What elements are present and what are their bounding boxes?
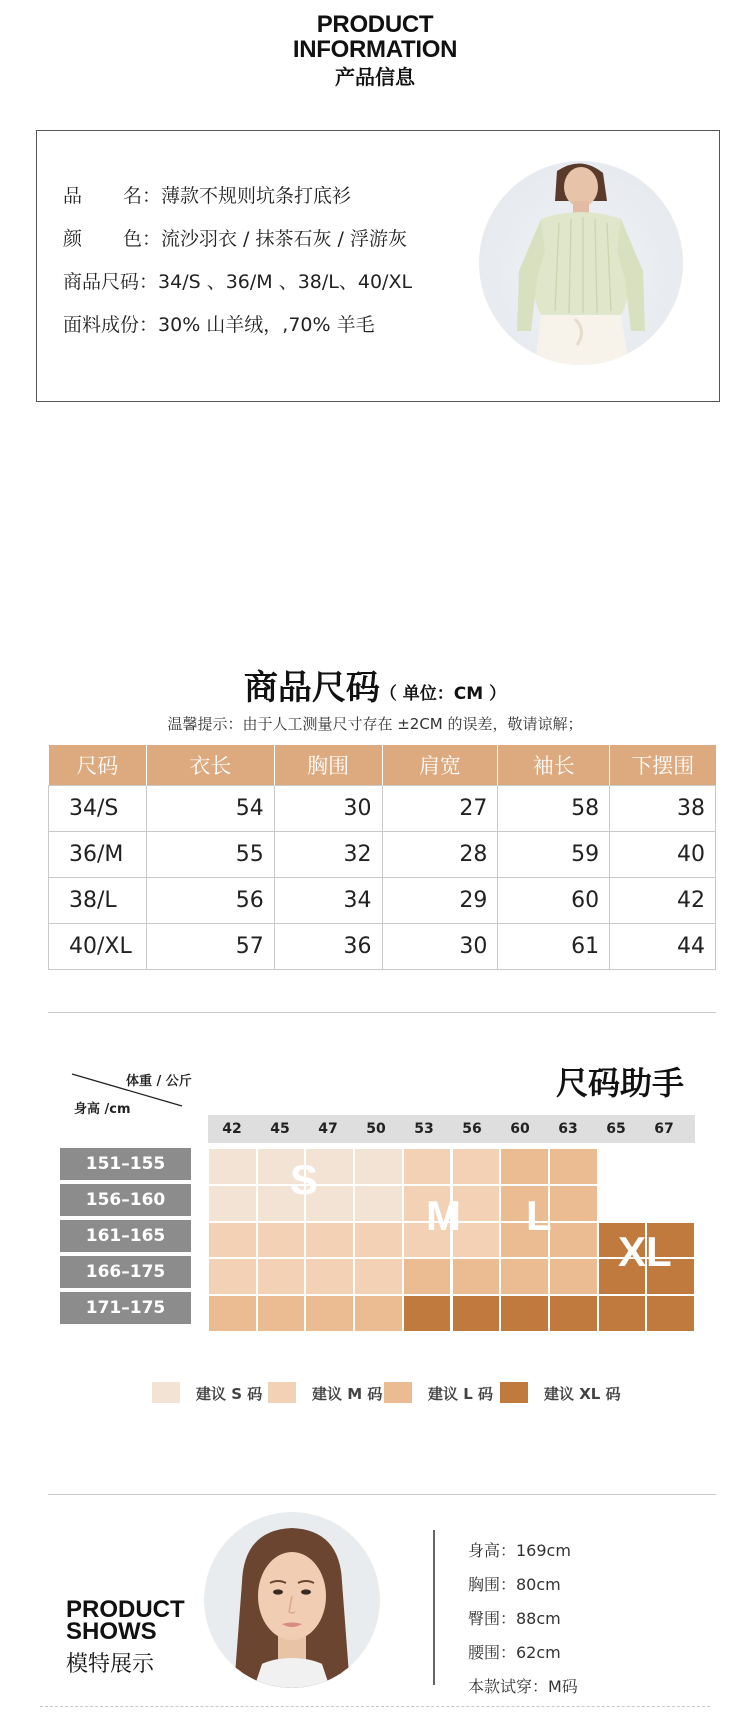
bottom-dashed-divider bbox=[40, 1706, 710, 1707]
model-stat-tried-size: 本款试穿：M码 bbox=[468, 1677, 578, 1696]
weight-axis-label: 体重 / 公斤 bbox=[126, 1074, 192, 1089]
table-cell: 30 bbox=[382, 924, 498, 970]
table-cell-size: 40/XL bbox=[49, 924, 147, 970]
grid-cell-s bbox=[208, 1185, 257, 1222]
size-table-header: 衣长 bbox=[146, 745, 274, 786]
header-en-line2: INFORMATION bbox=[292, 36, 458, 63]
product-photo bbox=[479, 161, 683, 365]
table-cell: 55 bbox=[146, 832, 274, 878]
size-chart-tip: 温馨提示：由于人工测量尺寸存在 ±2CM 的误差，敬请谅解； bbox=[167, 715, 583, 733]
size-letter-s: S bbox=[290, 1156, 319, 1203]
grid-cell-m bbox=[208, 1222, 257, 1259]
table-cell: 29 bbox=[382, 878, 498, 924]
table-cell: 36 bbox=[274, 924, 382, 970]
weight-label: 53 bbox=[414, 1121, 434, 1137]
table-cell: 42 bbox=[610, 878, 716, 924]
grid-cell-l bbox=[452, 1258, 501, 1295]
weight-label: 50 bbox=[366, 1121, 386, 1137]
table-cell: 57 bbox=[146, 924, 274, 970]
grid-cell-l bbox=[500, 1148, 549, 1185]
weight-label: 56 bbox=[462, 1121, 482, 1137]
grid-cell-xl bbox=[646, 1295, 695, 1332]
grid-cell-xl bbox=[598, 1295, 647, 1332]
table-cell: 27 bbox=[382, 786, 498, 832]
weight-label: 63 bbox=[558, 1121, 578, 1137]
size-table-header: 袖长 bbox=[498, 745, 610, 786]
weight-label: 65 bbox=[606, 1121, 626, 1137]
grid-cell-m bbox=[257, 1222, 306, 1259]
size-table-header: 肩宽 bbox=[382, 745, 498, 786]
grid-cell-s bbox=[354, 1148, 403, 1185]
table-cell: 59 bbox=[498, 832, 610, 878]
table-row bbox=[49, 878, 716, 924]
info-row-color: 颜 色：流沙羽衣 / 抹茶石灰 / 浮游灰 bbox=[63, 228, 407, 250]
table-cell: 32 bbox=[274, 832, 382, 878]
size-chart-title-text: 商品尺码 bbox=[243, 668, 380, 708]
product-photo-illustration bbox=[479, 161, 683, 365]
height-label: 156–160 bbox=[60, 1184, 191, 1216]
grid-cell-xl bbox=[549, 1295, 598, 1332]
model-photo bbox=[204, 1512, 380, 1688]
grid-cell-l bbox=[549, 1148, 598, 1185]
grid-cell-l bbox=[257, 1295, 306, 1332]
height-label: 166–175 bbox=[60, 1256, 191, 1288]
model-stat-height: 身高：169cm bbox=[468, 1541, 571, 1560]
table-cell: 40 bbox=[610, 832, 716, 878]
section-divider bbox=[48, 1494, 716, 1495]
size-recommendation-grid bbox=[208, 1148, 695, 1332]
size-table-header: 尺码 bbox=[49, 745, 147, 786]
legend-swatch-m bbox=[268, 1382, 296, 1403]
grid-cell-m bbox=[354, 1258, 403, 1295]
size-table-header: 胸围 bbox=[274, 745, 382, 786]
legend-label-l: 建议 L 码 bbox=[428, 1385, 494, 1403]
model-section-en-line1: PRODUCT bbox=[66, 1596, 185, 1623]
table-cell: 38 bbox=[610, 786, 716, 832]
section-divider bbox=[48, 1012, 716, 1013]
grid-cell-l bbox=[549, 1185, 598, 1222]
grid-cell-l bbox=[549, 1258, 598, 1295]
grid-cell-m bbox=[208, 1258, 257, 1295]
legend-swatch-l bbox=[384, 1382, 412, 1403]
table-cell: 30 bbox=[274, 786, 382, 832]
table-row bbox=[49, 832, 716, 878]
weight-label: 42 bbox=[222, 1121, 242, 1137]
weight-label: 67 bbox=[654, 1121, 674, 1137]
grid-cell-s bbox=[354, 1185, 403, 1222]
table-row bbox=[49, 786, 716, 832]
table-cell: 28 bbox=[382, 832, 498, 878]
weight-header-bar bbox=[208, 1115, 695, 1143]
grid-cell-m bbox=[257, 1258, 306, 1295]
table-cell-size: 36/M bbox=[49, 832, 147, 878]
grid-cell-l bbox=[208, 1295, 257, 1332]
table-cell-size: 34/S bbox=[49, 786, 147, 832]
model-stat-hips: 臀围：88cm bbox=[468, 1609, 561, 1628]
grid-cell-l bbox=[403, 1258, 452, 1295]
header-cn-title: 产品信息 bbox=[335, 65, 415, 89]
grid-cell-m bbox=[452, 1148, 501, 1185]
size-table-header: 下摆围 bbox=[610, 745, 716, 786]
info-row-size: 商品尺码：34/S 、36/M 、38/L、40/XL bbox=[63, 271, 413, 293]
grid-cell-l bbox=[354, 1295, 403, 1332]
legend-label-m: 建议 M 码 bbox=[312, 1385, 383, 1403]
grid-cell-xl bbox=[452, 1295, 501, 1332]
table-cell: 54 bbox=[146, 786, 274, 832]
table-cell: 34 bbox=[274, 878, 382, 924]
legend-label-xl: 建议 XL 码 bbox=[544, 1385, 621, 1403]
info-row-name: 品 名：薄款不规则坑条打底衫 bbox=[63, 185, 352, 207]
grid-cell-l bbox=[500, 1258, 549, 1295]
size-letter-l: L bbox=[526, 1192, 552, 1239]
model-stat-waist: 腰围：62cm bbox=[468, 1643, 561, 1662]
size-letter-xl: XL bbox=[618, 1228, 672, 1275]
grid-cell-l bbox=[305, 1295, 354, 1332]
weight-label: 45 bbox=[270, 1121, 290, 1137]
size-helper-title: 尺码助手 bbox=[556, 1064, 685, 1102]
table-cell: 60 bbox=[498, 878, 610, 924]
header-en-line1: PRODUCT bbox=[316, 11, 434, 38]
grid-cell-s bbox=[208, 1148, 257, 1185]
size-chart-title bbox=[0, 660, 750, 709]
grid-cell-xl bbox=[403, 1295, 452, 1332]
model-stat-bust: 胸围：80cm bbox=[468, 1575, 561, 1594]
product-info-box bbox=[36, 130, 720, 402]
model-section-en-line2: SHOWS bbox=[66, 1618, 157, 1645]
height-label: 151–155 bbox=[60, 1148, 191, 1180]
info-row-fabric: 面料成份：30% 山羊绒，,70% 羊毛 bbox=[63, 314, 375, 336]
model-stats-divider bbox=[433, 1530, 435, 1685]
section-header-product-info bbox=[0, 12, 750, 92]
table-row bbox=[49, 924, 716, 970]
height-axis-label: 身高 /cm bbox=[74, 1102, 131, 1117]
legend-swatch-xl bbox=[500, 1382, 528, 1403]
grid-cell-m bbox=[354, 1222, 403, 1259]
weight-label: 47 bbox=[318, 1121, 338, 1137]
height-label: 161–165 bbox=[60, 1220, 191, 1252]
size-letter-m: M bbox=[426, 1192, 461, 1239]
legend-label-s: 建议 S 码 bbox=[196, 1385, 263, 1403]
model-photo-illustration bbox=[204, 1512, 380, 1688]
table-cell-size: 38/L bbox=[49, 878, 147, 924]
size-chart-unit: （ 单位：CM ） bbox=[379, 684, 507, 704]
grid-cell-m bbox=[305, 1222, 354, 1259]
size-table bbox=[48, 745, 716, 970]
legend-swatch-s bbox=[152, 1382, 180, 1403]
size-table-header-row bbox=[49, 745, 716, 786]
height-label: 171–175 bbox=[60, 1292, 191, 1324]
table-cell: 44 bbox=[610, 924, 716, 970]
table-cell: 58 bbox=[498, 786, 610, 832]
weight-label: 60 bbox=[510, 1121, 530, 1137]
model-section-cn: 模特展示 bbox=[66, 1652, 155, 1677]
grid-cell-xl bbox=[500, 1295, 549, 1332]
grid-cell-m bbox=[305, 1258, 354, 1295]
table-cell: 56 bbox=[146, 878, 274, 924]
grid-cell-l bbox=[549, 1222, 598, 1259]
table-cell: 61 bbox=[498, 924, 610, 970]
grid-cell-m bbox=[403, 1148, 452, 1185]
